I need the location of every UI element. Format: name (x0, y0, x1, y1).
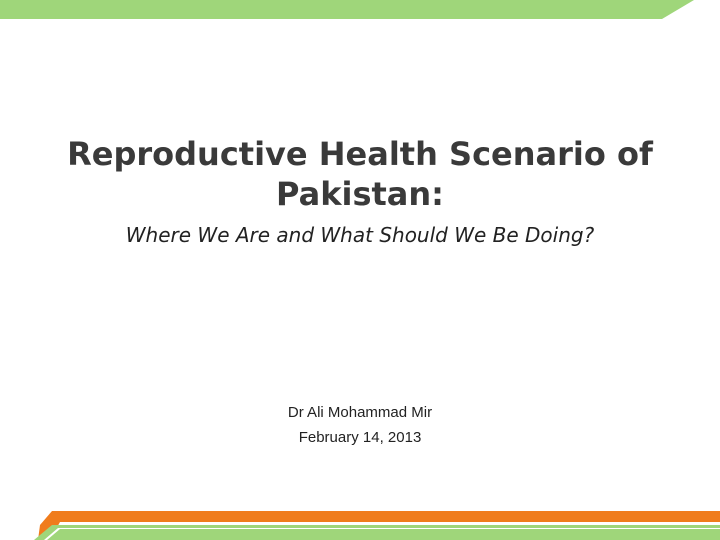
bottom-accent-bands (0, 505, 720, 540)
slide-title: Reproductive Health Scenario of Pakistan: (67, 135, 653, 213)
presentation-date: February 14, 2013 (298, 429, 422, 446)
bottom-green-band (34, 525, 720, 540)
top-green-band (0, 0, 720, 22)
top-green-band-shape (0, 0, 694, 19)
slide-subtitle: Where We Are and What Should We Be Doing? (125, 223, 595, 247)
author-name: Dr Ali Mohammad Mir (287, 404, 433, 421)
